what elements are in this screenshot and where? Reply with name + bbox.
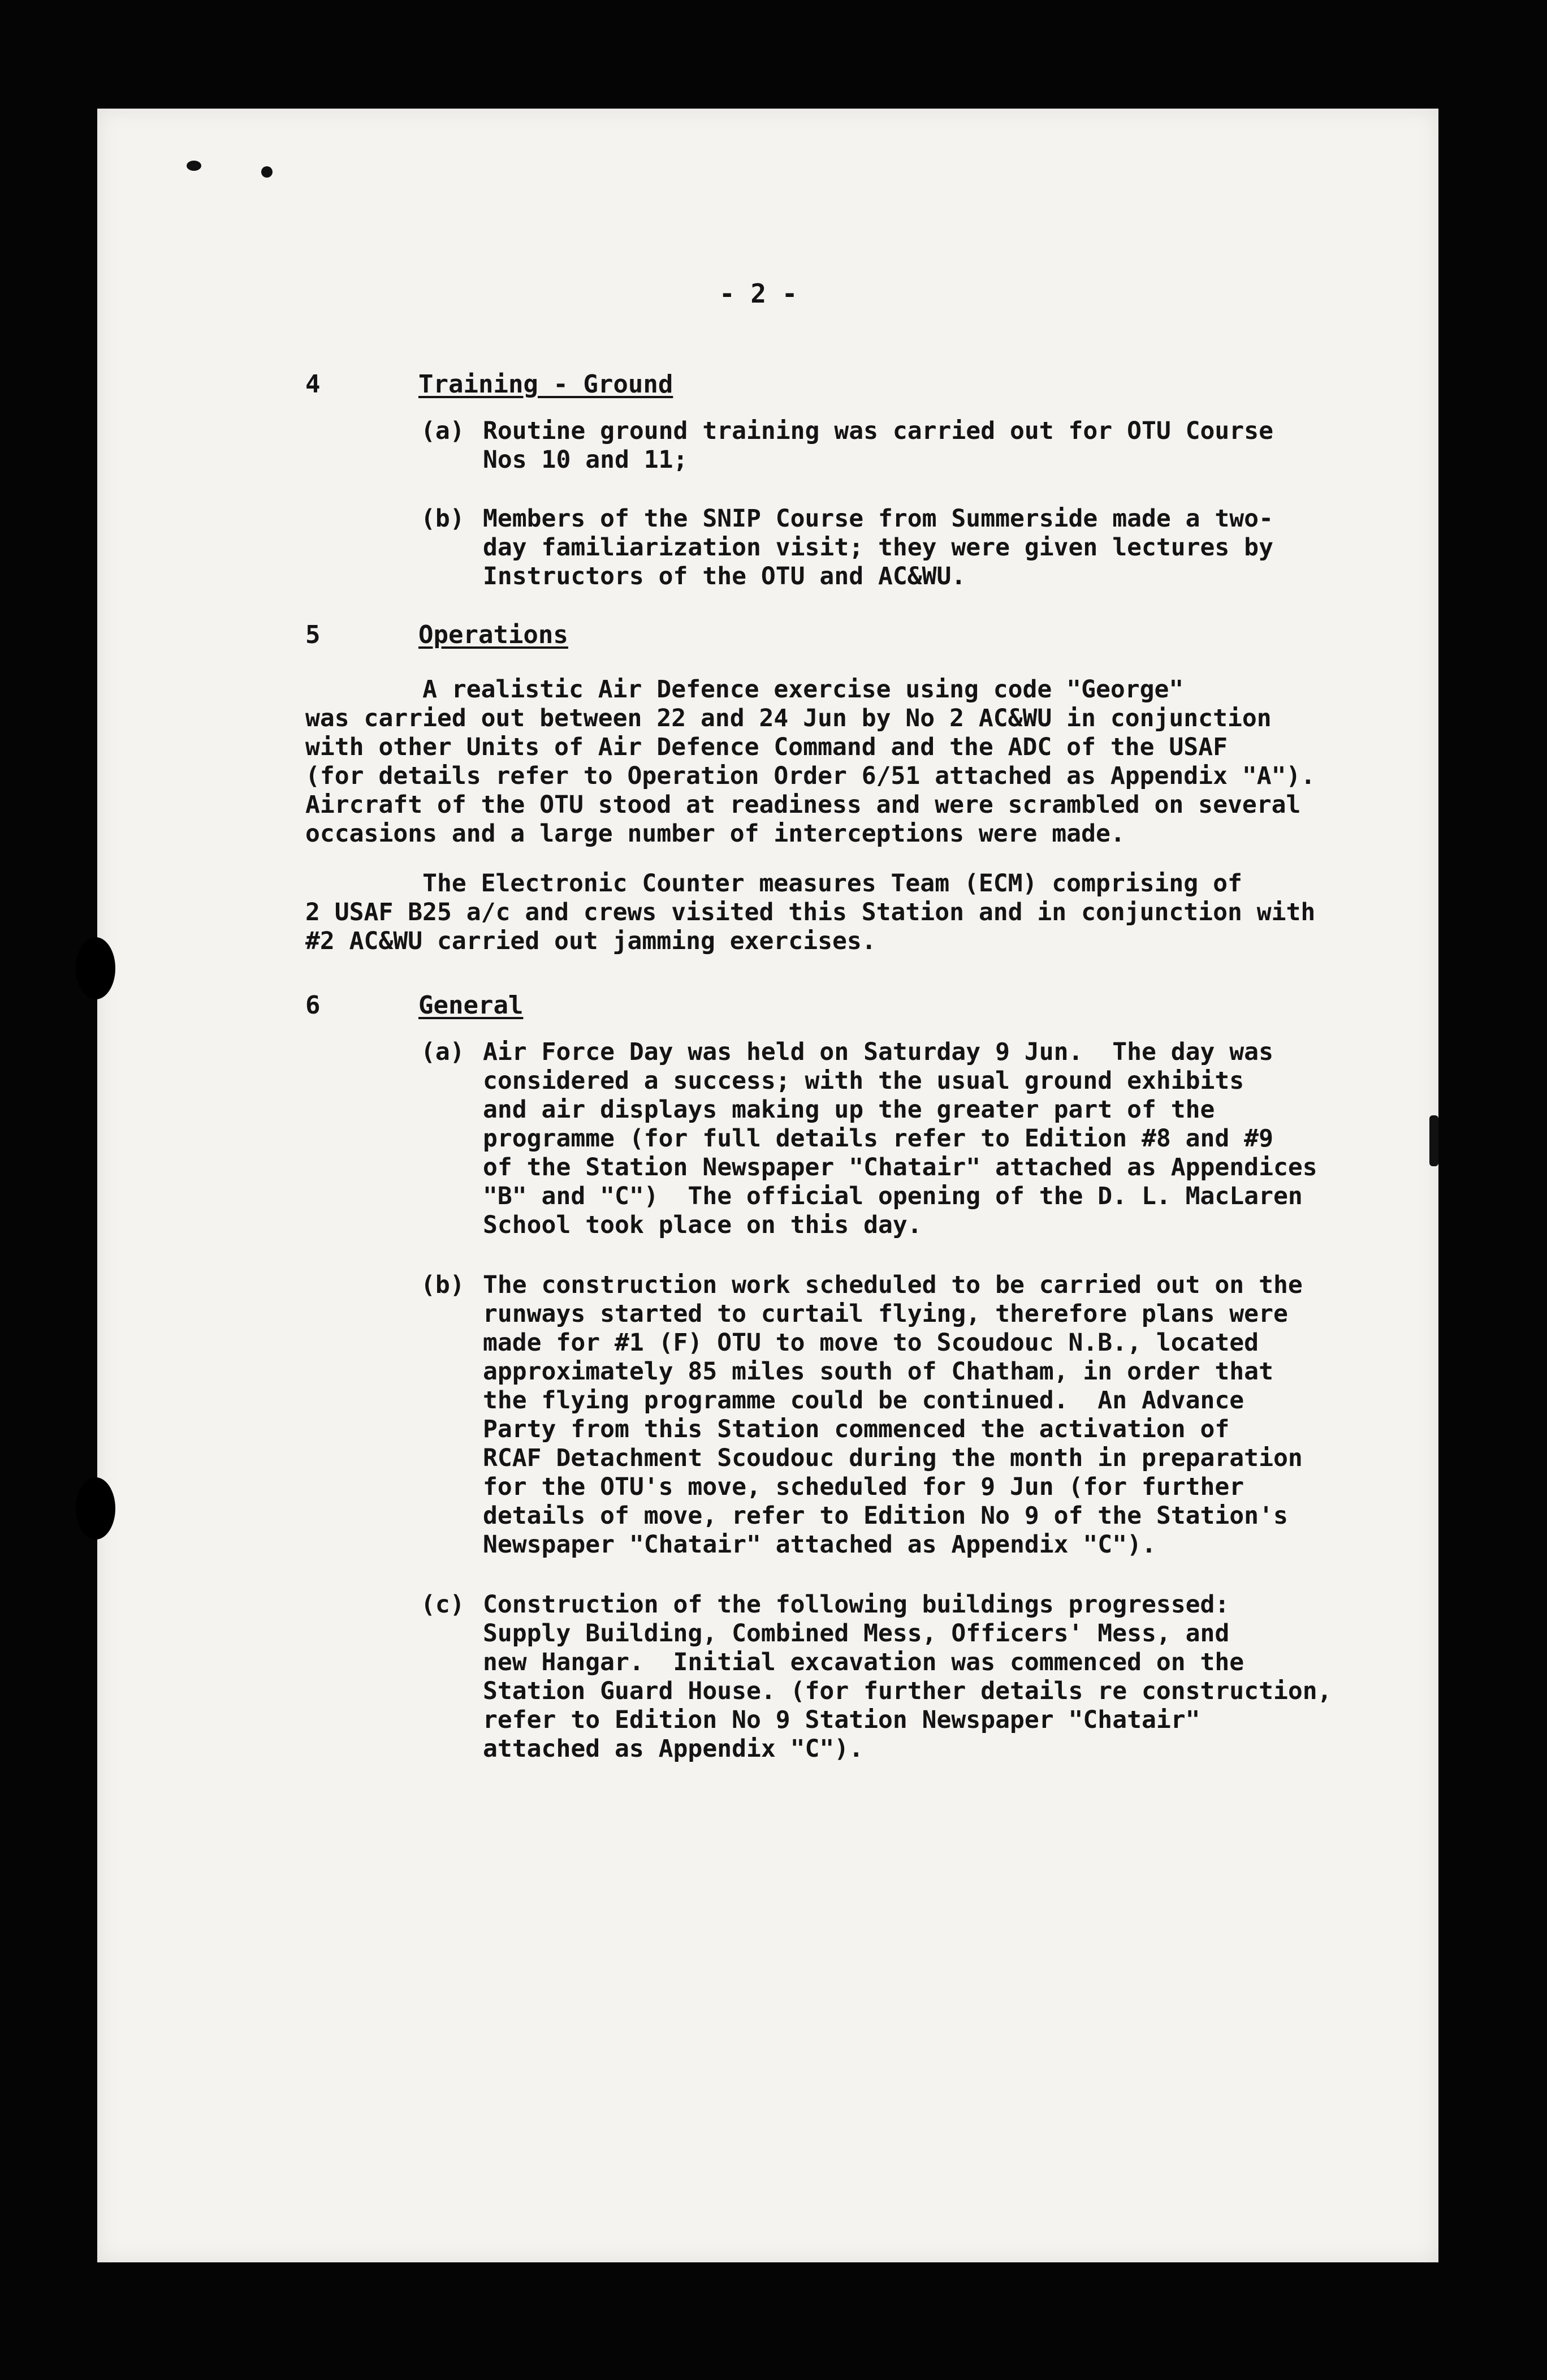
text-line: approximately 85 miles south of Chatham, in order that [483,1357,1273,1386]
paragraph [305,675,1315,848]
item-label: (a) [421,1038,465,1066]
text-line: details of move, refer to Edition No 9 of the Station's [483,1502,1288,1530]
text-line: Air Force Day was held on Saturday 9 Jun. The day was [483,1038,1273,1066]
text-line: The Electronic Counter measures Team (ECM) comprising of [305,869,1242,898]
text-line: new Hangar. Initial excavation was commenced on the [483,1648,1244,1676]
text-line: of the Station Newspaper "Chatair" attached as Appendices [483,1153,1317,1182]
text-line: Station Guard House. (for further details re construction, [483,1677,1332,1705]
text-line: and air displays making up the greater part of the [483,1096,1215,1124]
text-line: (for details refer to Operation Order 6/51 attached as Appendix "A"). [305,762,1316,790]
text-line: day familiarization visit; they were given lectures by [483,533,1273,562]
document-text [97,109,1438,2262]
text-line: was carried out between 22 and 24 Jun by No 2 AC&WU in conjunction [305,704,1272,732]
section-number: 4 [305,370,321,399]
text-line: Newspaper "Chatair" attached as Appendix "C"). [483,1530,1156,1559]
text-line: runways started to curtail flying, therefore plans were [483,1300,1288,1328]
item-label: (b) [421,505,465,533]
text-line: the flying programme could be continued. An Advance [483,1386,1244,1415]
section-heading: Operations [418,620,568,649]
text-line: Party from this Station commenced the activation of [483,1415,1230,1443]
text-line: refer to Edition No 9 Station Newspaper "Chatair" [483,1706,1200,1734]
item-label: (b) [421,1271,465,1299]
text-line: Supply Building, Combined Mess, Officers' Mess, and [483,1619,1230,1648]
section-number: 5 [305,620,321,649]
text-line: RCAF Detachment Scoudouc during the month in preparation [483,1444,1303,1472]
page-number: - 2 - [719,278,798,309]
text-line: considered a success; with the usual ground exhibits [483,1067,1244,1095]
text-line: made for #1 (F) OTU to move to Scoudouc N.B., located [483,1329,1259,1357]
text-line: with other Units of Air Defence Command and the ADC of the USAF [305,733,1228,761]
document-page [97,109,1438,2262]
text-line: The construction work scheduled to be carried out on the [483,1271,1303,1299]
section-heading: Training - Ground [418,370,673,399]
text-line: "B" and "C") The official opening of the D. L. MacLaren [483,1182,1303,1210]
text-line: for the OTU's move, scheduled for 9 Jun (for further [483,1473,1244,1501]
text-line: #2 AC&WU carried out jamming exercises. [305,927,876,955]
text-line: attached as Appendix "C"). [483,1735,864,1763]
text-line: occasions and a large number of interceptions were made. [305,820,1125,848]
text-line: Aircraft of the OTU stood at readiness and were scrambled on several [305,791,1301,819]
text-line: Construction of the following buildings progressed: [483,1590,1230,1619]
text-line: Nos 10 and 11; [483,446,688,474]
text-line: Instructors of the OTU and AC&WU. [483,562,966,590]
item-label: (a) [421,417,465,445]
item-label: (c) [421,1590,465,1619]
text-line: A realistic Air Defence exercise using code "George" [305,675,1184,704]
section-number: 6 [305,991,321,1020]
text-line: Members of the SNIP Course from Summerside made a two- [483,505,1273,533]
section-heading: General [418,991,524,1020]
text-line: School took place on this day. [483,1211,922,1239]
text-line: Routine ground training was carried out for OTU Course [483,417,1273,445]
text-line: 2 USAF B25 a/c and crews visited this Station and in conjunction with [305,898,1316,926]
paragraph [305,869,1315,956]
text-line: programme (for full details refer to Edition #8 and #9 [483,1124,1273,1153]
